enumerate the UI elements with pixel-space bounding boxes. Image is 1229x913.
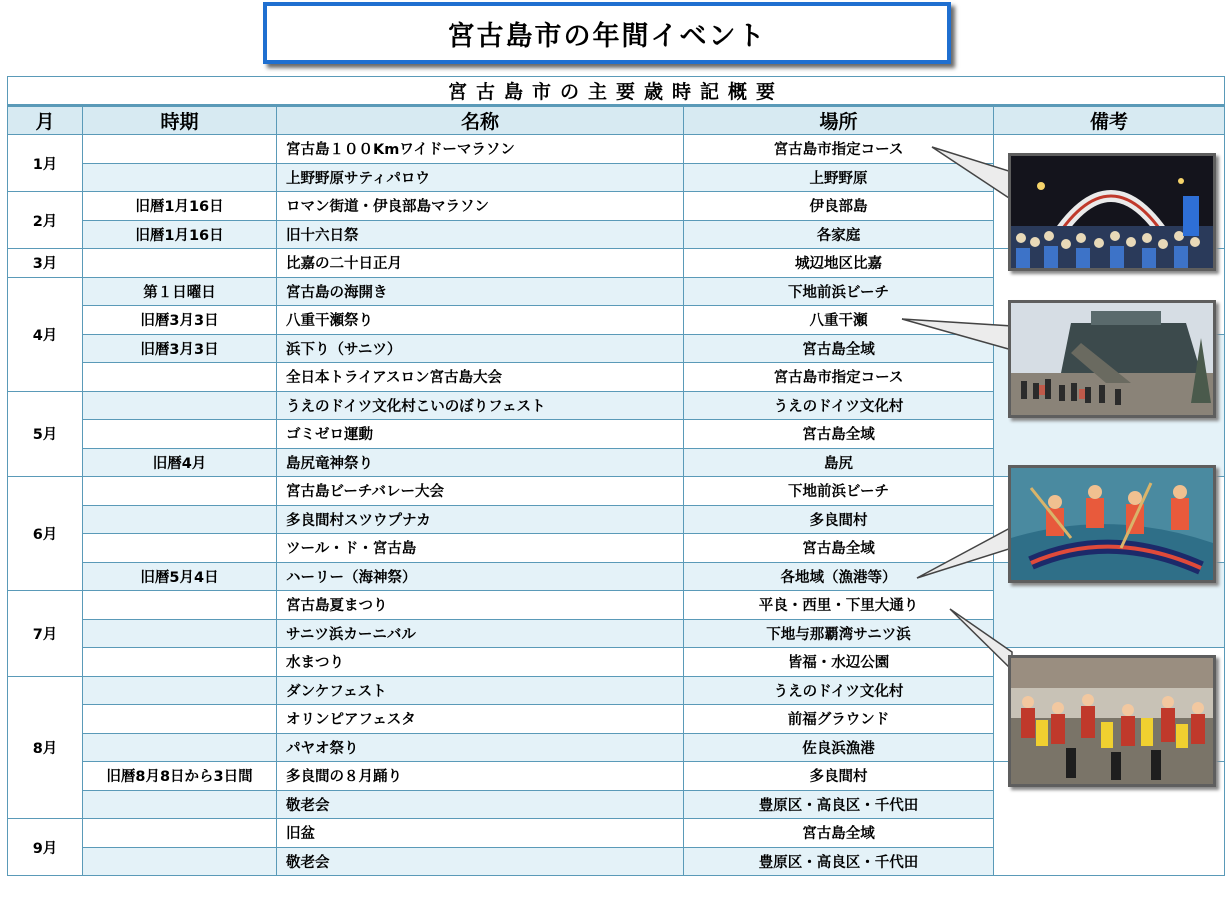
place-cell: 八重干瀬 [684,306,994,335]
place-cell: 皆福・水辺公園 [684,648,994,677]
event-name-cell: 島尻竜神祭り [277,448,684,477]
header-period: 時期 [83,106,277,135]
harii-boat-photo [1008,465,1216,583]
callout-pointer-festival [950,609,1012,670]
event-name-cell: 多良間村スツウプナカ [277,505,684,534]
period-cell: 第１日曜日 [83,277,277,306]
event-name-cell: 比嘉の二十日正月 [277,249,684,278]
event-name-cell: 宮古島の海開き [277,277,684,306]
place-cell: 伊良部島 [684,192,994,221]
place-cell: 宮古島全域 [684,534,994,563]
place-cell: 各地域（漁港等） [684,562,994,591]
month-cell: 4月 [8,277,83,391]
place-cell: うえのドイツ文化村 [684,676,994,705]
summer-festival-photo [1008,655,1216,787]
event-name-cell: オリンピアフェスタ [277,705,684,734]
event-name-cell: うえのドイツ文化村こいのぼりフェスト [277,391,684,420]
event-name-cell: ゴミゼロ運動 [277,420,684,449]
event-name-cell: 旧盆 [277,819,684,848]
callout-pointer-ferry [902,319,1012,350]
place-cell: 各家庭 [684,220,994,249]
event-name-cell: サニツ浜カーニバル [277,619,684,648]
harii-boat-photo-image [1011,468,1213,580]
ferry-photo-image [1011,303,1213,415]
table-heading: 宮古島市の主要歳時記概要 [8,77,1225,106]
place-cell: 宮古島市指定コース [684,135,994,164]
event-name-cell: 敬老会 [277,790,684,819]
place-cell: うえのドイツ文化村 [684,391,994,420]
marathon-photo-image [1011,156,1213,268]
place-cell: 佐良浜漁港 [684,733,994,762]
event-name-cell: パヤオ祭り [277,733,684,762]
period-cell: 旧暦1月16日 [83,220,277,249]
place-cell: 前福グラウンド [684,705,994,734]
place-cell: 多良間村 [684,762,994,791]
header-name: 名称 [277,106,684,135]
callout-pointer-harii [917,527,1012,578]
month-cell: 3月 [8,249,83,278]
period-cell: 旧暦3月3日 [83,334,277,363]
place-cell: 下地与那覇湾サニツ浜 [684,619,994,648]
marathon-photo [1008,153,1216,271]
event-name-cell: 宮古島夏まつり [277,591,684,620]
period-cell: 旧暦8月8日から3日間 [83,762,277,791]
summer-festival-photo-image [1011,658,1213,784]
event-name-cell: 宮古島ビーチバレー大会 [277,477,684,506]
month-cell: 7月 [8,591,83,677]
place-cell: 宮古島全域 [684,334,994,363]
event-name-cell: ツール・ド・宮古島 [277,534,684,563]
page-title: 宮古島市の年間イベント [447,20,767,52]
place-cell: 宮古島市指定コース [684,363,994,392]
place-cell: 宮古島全域 [684,819,994,848]
event-name-cell: 水まつり [277,648,684,677]
month-cell: 2月 [8,192,83,249]
month-cell: 1月 [8,135,83,192]
event-name-cell: 八重干瀬祭り [277,306,684,335]
event-name-cell: ハーリー（海神祭） [277,562,684,591]
place-cell: 下地前浜ビーチ [684,277,994,306]
event-name-cell: ダンケフェスト [277,676,684,705]
place-cell: 豊原区・高良区・千代田 [684,847,994,876]
place-cell: 宮古島全域 [684,420,994,449]
event-name-cell: 敬老会 [277,847,684,876]
event-name-cell: 浜下り（サニツ） [277,334,684,363]
period-cell: 旧暦1月16日 [83,192,277,221]
place-cell: 平良・西里・下里大通り [684,591,994,620]
month-cell: 6月 [8,477,83,591]
header-month: 月 [8,106,83,135]
event-name-cell: ロマン街道・伊良部島マラソン [277,192,684,221]
place-cell: 島尻 [684,448,994,477]
callout-pointer-marathon [932,147,1012,200]
header-place: 場所 [684,106,994,135]
event-name-cell: 宮古島１００Kmワイドーマラソン [277,135,684,164]
ferry-photo [1008,300,1216,418]
event-name-cell: 多良間の８月踊り [277,762,684,791]
header-note: 備考 [994,106,1225,135]
event-name-cell: 上野野原サティパロウ [277,163,684,192]
period-cell: 旧暦5月4日 [83,562,277,591]
month-cell: 5月 [8,391,83,477]
month-cell: 8月 [8,676,83,819]
place-cell: 下地前浜ビーチ [684,477,994,506]
period-cell: 旧暦4月 [83,448,277,477]
event-name-cell: 旧十六日祭 [277,220,684,249]
place-cell: 城辺地区比嘉 [684,249,994,278]
month-cell: 9月 [8,819,83,876]
place-cell: 豊原区・高良区・千代田 [684,790,994,819]
period-cell: 旧暦3月3日 [83,306,277,335]
place-cell: 上野野原 [684,163,994,192]
event-name-cell: 全日本トライアスロン宮古島大会 [277,363,684,392]
place-cell: 多良間村 [684,505,994,534]
